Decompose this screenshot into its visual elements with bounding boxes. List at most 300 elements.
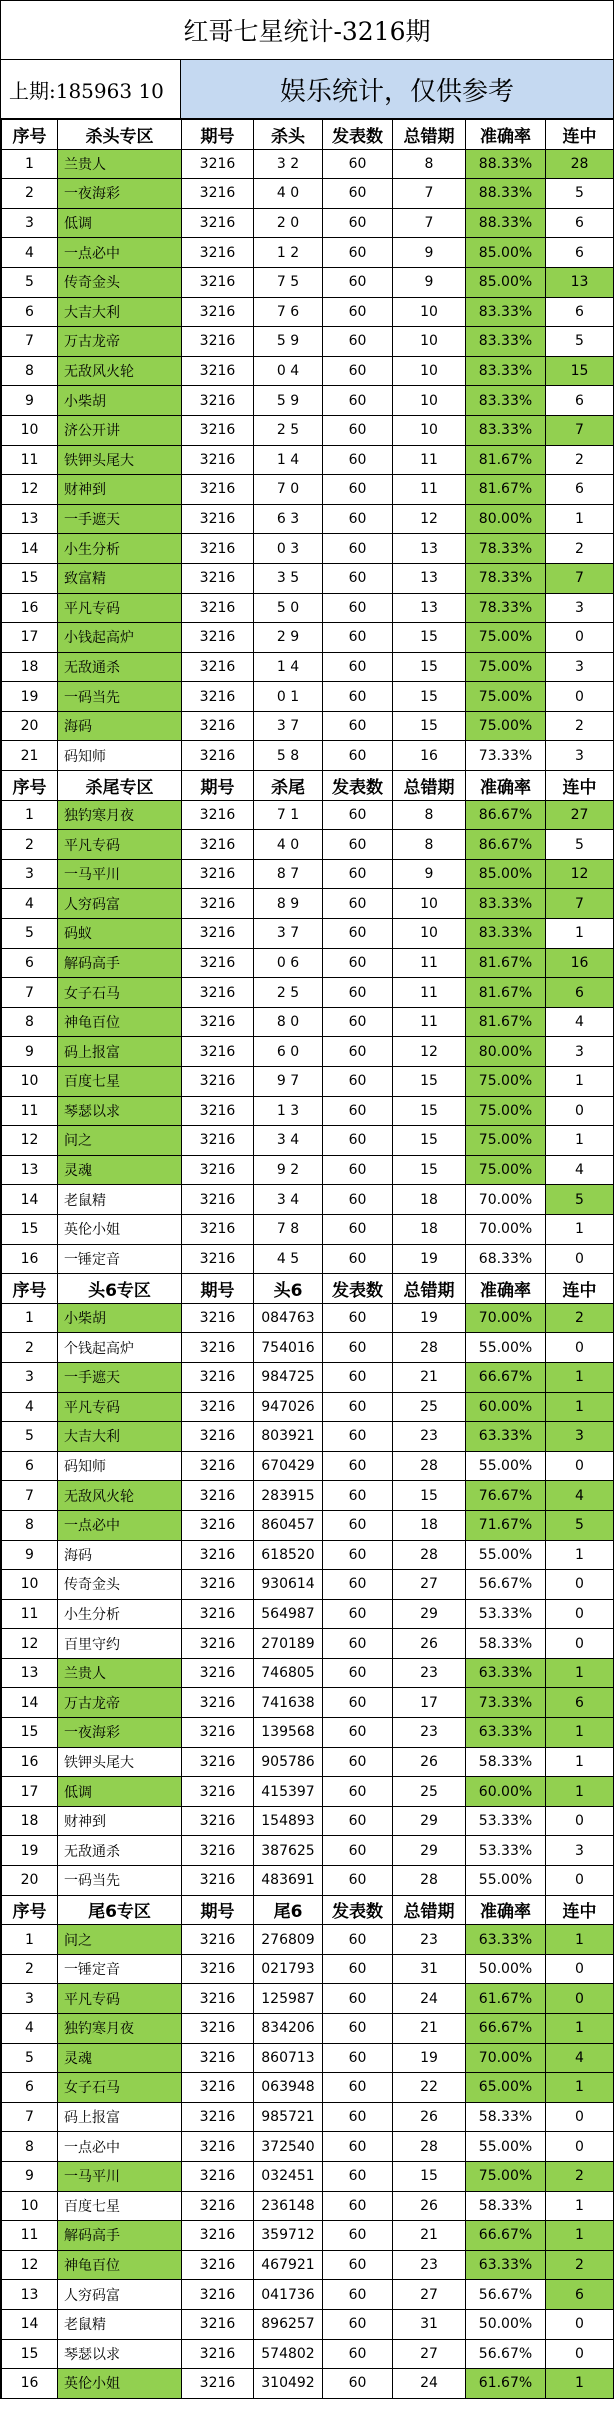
cell-published: 60	[323, 1037, 393, 1067]
cell-total-misses: 15	[393, 682, 466, 712]
cell-accuracy: 81.67%	[466, 978, 546, 1008]
cell-seq: 3	[2, 859, 58, 889]
cell-published: 60	[323, 179, 393, 209]
cell-seq: 12	[2, 475, 58, 505]
header-accuracy: 准确率	[466, 1895, 546, 1925]
cell-streak: 0	[546, 2102, 614, 2132]
header-pick: 头6	[254, 1274, 323, 1304]
cell-streak: 1	[546, 1540, 614, 1570]
table-row	[2, 238, 614, 268]
cell-issue: 3216	[182, 2073, 254, 2103]
cell-name: 老鼠精	[58, 2309, 182, 2339]
cell-accuracy: 66.67%	[466, 2014, 546, 2044]
cell-seq: 2	[2, 830, 58, 860]
cell-total-misses: 15	[393, 2161, 466, 2191]
cell-accuracy: 75.00%	[466, 1096, 546, 1126]
cell-seq: 16	[2, 2369, 58, 2399]
header-total-misses: 总错期	[393, 771, 466, 801]
cell-streak: 3	[546, 1422, 614, 1452]
cell-seq: 11	[2, 2221, 58, 2251]
cell-streak: 1	[546, 2369, 614, 2399]
cell-streak: 1	[546, 1214, 614, 1244]
cell-published: 60	[323, 1540, 393, 1570]
cell-published: 60	[323, 652, 393, 682]
last-issue-result: 上期:185963 10	[1, 60, 181, 118]
cell-pick: 905786	[254, 1747, 323, 1777]
cell-seq: 4	[2, 2014, 58, 2044]
table-row	[2, 563, 614, 593]
cell-accuracy: 75.00%	[466, 652, 546, 682]
cell-accuracy: 63.33%	[466, 1718, 546, 1748]
cell-streak: 0	[546, 1629, 614, 1659]
cell-seq: 8	[2, 356, 58, 386]
header-issue: 期号	[182, 1895, 254, 1925]
cell-accuracy: 56.67%	[466, 2339, 546, 2369]
cell-seq: 18	[2, 1806, 58, 1836]
cell-total-misses: 26	[393, 1629, 466, 1659]
cell-issue: 3216	[182, 1481, 254, 1511]
cell-issue: 3216	[182, 741, 254, 771]
cell-issue: 3216	[182, 238, 254, 268]
cell-issue: 3216	[182, 1540, 254, 1570]
cell-pick: 5 0	[254, 593, 323, 623]
cell-issue: 3216	[182, 2250, 254, 2280]
cell-pick: 3 7	[254, 919, 323, 949]
table-row	[2, 267, 614, 297]
cell-total-misses: 26	[393, 2102, 466, 2132]
cell-name: 独钓寒月夜	[58, 800, 182, 830]
table-row	[2, 1836, 614, 1866]
cell-issue: 3216	[182, 563, 254, 593]
cell-issue: 3216	[182, 1688, 254, 1718]
cell-total-misses: 15	[393, 1126, 466, 1156]
table-row	[2, 2191, 614, 2221]
cell-seq: 6	[2, 948, 58, 978]
cell-pick: 7 5	[254, 267, 323, 297]
cell-streak: 1	[546, 1658, 614, 1688]
cell-seq: 16	[2, 1747, 58, 1777]
cell-streak: 1	[546, 504, 614, 534]
cell-published: 60	[323, 948, 393, 978]
cell-pick: 4 5	[254, 1244, 323, 1274]
cell-seq: 8	[2, 1007, 58, 1037]
header-streak: 连中	[546, 120, 614, 150]
table-row	[2, 830, 614, 860]
cell-seq: 2	[2, 1954, 58, 1984]
cell-total-misses: 28	[393, 1540, 466, 1570]
cell-issue: 3216	[182, 2191, 254, 2221]
cell-total-misses: 15	[393, 1096, 466, 1126]
cell-published: 60	[323, 267, 393, 297]
cell-streak: 0	[546, 1451, 614, 1481]
cell-published: 60	[323, 1451, 393, 1481]
cell-accuracy: 66.67%	[466, 1362, 546, 1392]
cell-issue: 3216	[182, 415, 254, 445]
cell-seq: 14	[2, 2309, 58, 2339]
cell-streak: 0	[546, 1570, 614, 1600]
cell-streak: 5	[546, 1185, 614, 1215]
cell-total-misses: 13	[393, 593, 466, 623]
cell-streak: 4	[546, 1007, 614, 1037]
table-row	[2, 623, 614, 653]
cell-published: 60	[323, 593, 393, 623]
table-row	[2, 2369, 614, 2399]
cell-name: 解码高手	[58, 2221, 182, 2251]
table-row	[2, 859, 614, 889]
cell-pick: 947026	[254, 1392, 323, 1422]
table-row	[2, 652, 614, 682]
table-row	[2, 415, 614, 445]
cell-published: 60	[323, 1866, 393, 1896]
cell-name: 小钱起高炉	[58, 623, 182, 653]
cell-name: 灵魂	[58, 1155, 182, 1185]
cell-issue: 3216	[182, 1067, 254, 1097]
cell-pick: 310492	[254, 2369, 323, 2399]
cell-streak: 2	[546, 711, 614, 741]
cell-accuracy: 61.67%	[466, 1984, 546, 2014]
cell-pick: 7 1	[254, 800, 323, 830]
cell-total-misses: 19	[393, 2043, 466, 2073]
cell-pick: 741638	[254, 1688, 323, 1718]
cell-streak: 0	[546, 1806, 614, 1836]
header-issue: 期号	[182, 120, 254, 150]
table-row	[2, 1599, 614, 1629]
cell-published: 60	[323, 1570, 393, 1600]
cell-accuracy: 88.33%	[466, 149, 546, 179]
cell-name: 一码当先	[58, 1866, 182, 1896]
cell-issue: 3216	[182, 445, 254, 475]
cell-accuracy: 73.33%	[466, 1688, 546, 1718]
cell-pick: 0 6	[254, 948, 323, 978]
cell-name: 人穷码富	[58, 2280, 182, 2310]
cell-streak: 0	[546, 1244, 614, 1274]
cell-issue: 3216	[182, 682, 254, 712]
cell-streak: 6	[546, 238, 614, 268]
cell-issue: 3216	[182, 2221, 254, 2251]
cell-issue: 3216	[182, 208, 254, 238]
cell-total-misses: 10	[393, 919, 466, 949]
cell-total-misses: 13	[393, 534, 466, 564]
cell-published: 60	[323, 1481, 393, 1511]
cell-accuracy: 83.33%	[466, 386, 546, 416]
cell-published: 60	[323, 859, 393, 889]
cell-total-misses: 25	[393, 1392, 466, 1422]
cell-published: 60	[323, 1925, 393, 1955]
header-streak: 连中	[546, 1274, 614, 1304]
cell-issue: 3216	[182, 1185, 254, 1215]
cell-accuracy: 61.67%	[466, 2369, 546, 2399]
table-row	[2, 1155, 614, 1185]
cell-seq: 4	[2, 238, 58, 268]
cell-issue: 3216	[182, 1599, 254, 1629]
cell-total-misses: 16	[393, 741, 466, 771]
header-pick: 杀头	[254, 120, 323, 150]
cell-accuracy: 88.33%	[466, 208, 546, 238]
cell-name: 无敌通杀	[58, 652, 182, 682]
cell-accuracy: 81.67%	[466, 445, 546, 475]
cell-published: 60	[323, 2280, 393, 2310]
table-row	[2, 445, 614, 475]
cell-accuracy: 85.00%	[466, 267, 546, 297]
cell-accuracy: 83.33%	[466, 356, 546, 386]
cell-streak: 15	[546, 356, 614, 386]
table-row	[2, 1925, 614, 1955]
cell-accuracy: 75.00%	[466, 2161, 546, 2191]
cell-total-misses: 11	[393, 445, 466, 475]
cell-pick: 8 7	[254, 859, 323, 889]
cell-total-misses: 24	[393, 1984, 466, 2014]
cell-published: 60	[323, 1777, 393, 1807]
cell-streak: 6	[546, 208, 614, 238]
table-row	[2, 1510, 614, 1540]
cell-issue: 3216	[182, 267, 254, 297]
cell-streak: 1	[546, 1718, 614, 1748]
cell-total-misses: 21	[393, 2221, 466, 2251]
table-row	[2, 889, 614, 919]
cell-seq: 12	[2, 2250, 58, 2280]
cell-pick: 618520	[254, 1540, 323, 1570]
cell-published: 60	[323, 1954, 393, 1984]
cell-streak: 6	[546, 2280, 614, 2310]
cell-seq: 11	[2, 1096, 58, 1126]
cell-pick: 5 8	[254, 741, 323, 771]
cell-pick: 0 1	[254, 682, 323, 712]
cell-name: 码上报富	[58, 2102, 182, 2132]
cell-pick: 8 0	[254, 1007, 323, 1037]
cell-seq: 8	[2, 2132, 58, 2162]
cell-pick: 2 9	[254, 623, 323, 653]
cell-seq: 2	[2, 179, 58, 209]
cell-name: 小柴胡	[58, 1303, 182, 1333]
cell-seq: 6	[2, 1451, 58, 1481]
cell-published: 60	[323, 1155, 393, 1185]
table-row	[2, 1777, 614, 1807]
cell-published: 60	[323, 1718, 393, 1748]
cell-pick: 6 3	[254, 504, 323, 534]
cell-seq: 6	[2, 297, 58, 327]
cell-issue: 3216	[182, 1303, 254, 1333]
cell-issue: 3216	[182, 1451, 254, 1481]
cell-published: 60	[323, 978, 393, 1008]
cell-seq: 21	[2, 741, 58, 771]
cell-accuracy: 75.00%	[466, 1067, 546, 1097]
cell-pick: 7 8	[254, 1214, 323, 1244]
cell-published: 60	[323, 563, 393, 593]
cell-total-misses: 18	[393, 1214, 466, 1244]
cell-issue: 3216	[182, 652, 254, 682]
cell-total-misses: 15	[393, 1155, 466, 1185]
cell-published: 60	[323, 415, 393, 445]
cell-seq: 9	[2, 2161, 58, 2191]
cell-total-misses: 7	[393, 208, 466, 238]
cell-seq: 10	[2, 1570, 58, 1600]
cell-name: 平凡专码	[58, 1984, 182, 2014]
cell-pick: 5 9	[254, 327, 323, 357]
cell-total-misses: 29	[393, 1806, 466, 1836]
cell-seq: 16	[2, 593, 58, 623]
cell-issue: 3216	[182, 623, 254, 653]
cell-accuracy: 58.33%	[466, 1629, 546, 1659]
table-row	[2, 504, 614, 534]
cell-total-misses: 8	[393, 800, 466, 830]
cell-total-misses: 7	[393, 179, 466, 209]
cell-pick: 0 3	[254, 534, 323, 564]
cell-total-misses: 9	[393, 267, 466, 297]
header-seq: 序号	[2, 120, 58, 150]
cell-name: 低调	[58, 208, 182, 238]
table-row	[2, 1185, 614, 1215]
cell-published: 60	[323, 327, 393, 357]
header-accuracy: 准确率	[466, 120, 546, 150]
cell-published: 60	[323, 2191, 393, 2221]
cell-published: 60	[323, 1067, 393, 1097]
cell-streak: 6	[546, 386, 614, 416]
page-title: 红哥七星统计-3216期	[1, 0, 613, 60]
cell-name: 海码	[58, 1540, 182, 1570]
cell-published: 60	[323, 2250, 393, 2280]
cell-seq: 14	[2, 1688, 58, 1718]
cell-published: 60	[323, 1096, 393, 1126]
cell-seq: 10	[2, 2191, 58, 2221]
cell-published: 60	[323, 1303, 393, 1333]
cell-streak: 2	[546, 2161, 614, 2191]
cell-issue: 3216	[182, 1777, 254, 1807]
cell-name: 无敌通杀	[58, 1836, 182, 1866]
cell-seq: 7	[2, 978, 58, 1008]
cell-total-misses: 23	[393, 1925, 466, 1955]
cell-total-misses: 10	[393, 297, 466, 327]
cell-streak: 0	[546, 1333, 614, 1363]
cell-issue: 3216	[182, 978, 254, 1008]
cell-seq: 17	[2, 623, 58, 653]
cell-accuracy: 53.33%	[466, 1806, 546, 1836]
cell-seq: 16	[2, 1244, 58, 1274]
cell-seq: 9	[2, 386, 58, 416]
cell-issue: 3216	[182, 2339, 254, 2369]
cell-name: 传奇金头	[58, 267, 182, 297]
cell-pick: 2 5	[254, 415, 323, 445]
cell-pick: 4 0	[254, 179, 323, 209]
cell-seq: 18	[2, 652, 58, 682]
cell-accuracy: 50.00%	[466, 1954, 546, 1984]
cell-seq: 10	[2, 415, 58, 445]
cell-issue: 3216	[182, 149, 254, 179]
cell-issue: 3216	[182, 1806, 254, 1836]
cell-streak: 2	[546, 2250, 614, 2280]
cell-pick: 574802	[254, 2339, 323, 2369]
table-row	[2, 1984, 614, 2014]
cell-total-misses: 11	[393, 978, 466, 1008]
cell-streak: 7	[546, 889, 614, 919]
cell-pick: 3 2	[254, 149, 323, 179]
cell-total-misses: 12	[393, 504, 466, 534]
cell-pick: 139568	[254, 1718, 323, 1748]
cell-seq: 13	[2, 1658, 58, 1688]
cell-issue: 3216	[182, 1422, 254, 1452]
cell-streak: 0	[546, 1096, 614, 1126]
header-accuracy: 准确率	[466, 1274, 546, 1304]
cell-accuracy: 75.00%	[466, 623, 546, 653]
cell-streak: 27	[546, 800, 614, 830]
header-published: 发表数	[323, 1895, 393, 1925]
cell-total-misses: 10	[393, 386, 466, 416]
cell-accuracy: 53.33%	[466, 1836, 546, 1866]
cell-name: 一点必中	[58, 238, 182, 268]
cell-issue: 3216	[182, 2161, 254, 2191]
cell-seq: 3	[2, 208, 58, 238]
cell-name: 小生分析	[58, 534, 182, 564]
cell-published: 60	[323, 2102, 393, 2132]
cell-seq: 5	[2, 2043, 58, 2073]
cell-total-misses: 11	[393, 948, 466, 978]
cell-accuracy: 66.67%	[466, 2221, 546, 2251]
cell-seq: 4	[2, 1392, 58, 1422]
cell-name: 财神到	[58, 1806, 182, 1836]
cell-published: 60	[323, 711, 393, 741]
cell-name: 一点必中	[58, 1510, 182, 1540]
cell-published: 60	[323, 800, 393, 830]
cell-seq: 3	[2, 1362, 58, 1392]
cell-total-misses: 19	[393, 1303, 466, 1333]
cell-total-misses: 27	[393, 1570, 466, 1600]
cell-pick: 3 4	[254, 1185, 323, 1215]
table-row	[2, 2280, 614, 2310]
cell-published: 60	[323, 1185, 393, 1215]
cell-pick: 3 5	[254, 563, 323, 593]
cell-accuracy: 56.67%	[466, 1570, 546, 1600]
cell-streak: 1	[546, 1126, 614, 1156]
header-pick: 尾6	[254, 1895, 323, 1925]
cell-published: 60	[323, 1629, 393, 1659]
cell-total-misses: 9	[393, 859, 466, 889]
cell-pick: 276809	[254, 1925, 323, 1955]
cell-published: 60	[323, 1422, 393, 1452]
cell-name: 英伦小姐	[58, 2369, 182, 2399]
cell-total-misses: 18	[393, 1185, 466, 1215]
table-row	[2, 1806, 614, 1836]
cell-accuracy: 81.67%	[466, 475, 546, 505]
cell-accuracy: 60.00%	[466, 1777, 546, 1807]
cell-published: 60	[323, 2014, 393, 2044]
cell-streak: 3	[546, 741, 614, 771]
cell-seq: 1	[2, 149, 58, 179]
table-row	[2, 1866, 614, 1896]
cell-accuracy: 81.67%	[466, 1007, 546, 1037]
cell-accuracy: 55.00%	[466, 1333, 546, 1363]
header-accuracy: 准确率	[466, 771, 546, 801]
cell-pick: 1 2	[254, 238, 323, 268]
cell-name: 大吉大利	[58, 1422, 182, 1452]
cell-seq: 15	[2, 563, 58, 593]
cell-accuracy: 78.33%	[466, 593, 546, 623]
cell-streak: 5	[546, 327, 614, 357]
cell-issue: 3216	[182, 1836, 254, 1866]
cell-streak: 2	[546, 445, 614, 475]
cell-issue: 3216	[182, 830, 254, 860]
cell-accuracy: 50.00%	[466, 2309, 546, 2339]
cell-name: 兰贵人	[58, 149, 182, 179]
cell-published: 60	[323, 741, 393, 771]
cell-accuracy: 83.33%	[466, 889, 546, 919]
cell-pick: 3 4	[254, 1126, 323, 1156]
cell-seq: 15	[2, 1214, 58, 1244]
cell-accuracy: 86.67%	[466, 800, 546, 830]
cell-name: 大吉大利	[58, 297, 182, 327]
cell-issue: 3216	[182, 1570, 254, 1600]
cell-name: 一马平川	[58, 2161, 182, 2191]
cell-total-misses: 12	[393, 1037, 466, 1067]
cell-name: 神龟百位	[58, 1007, 182, 1037]
